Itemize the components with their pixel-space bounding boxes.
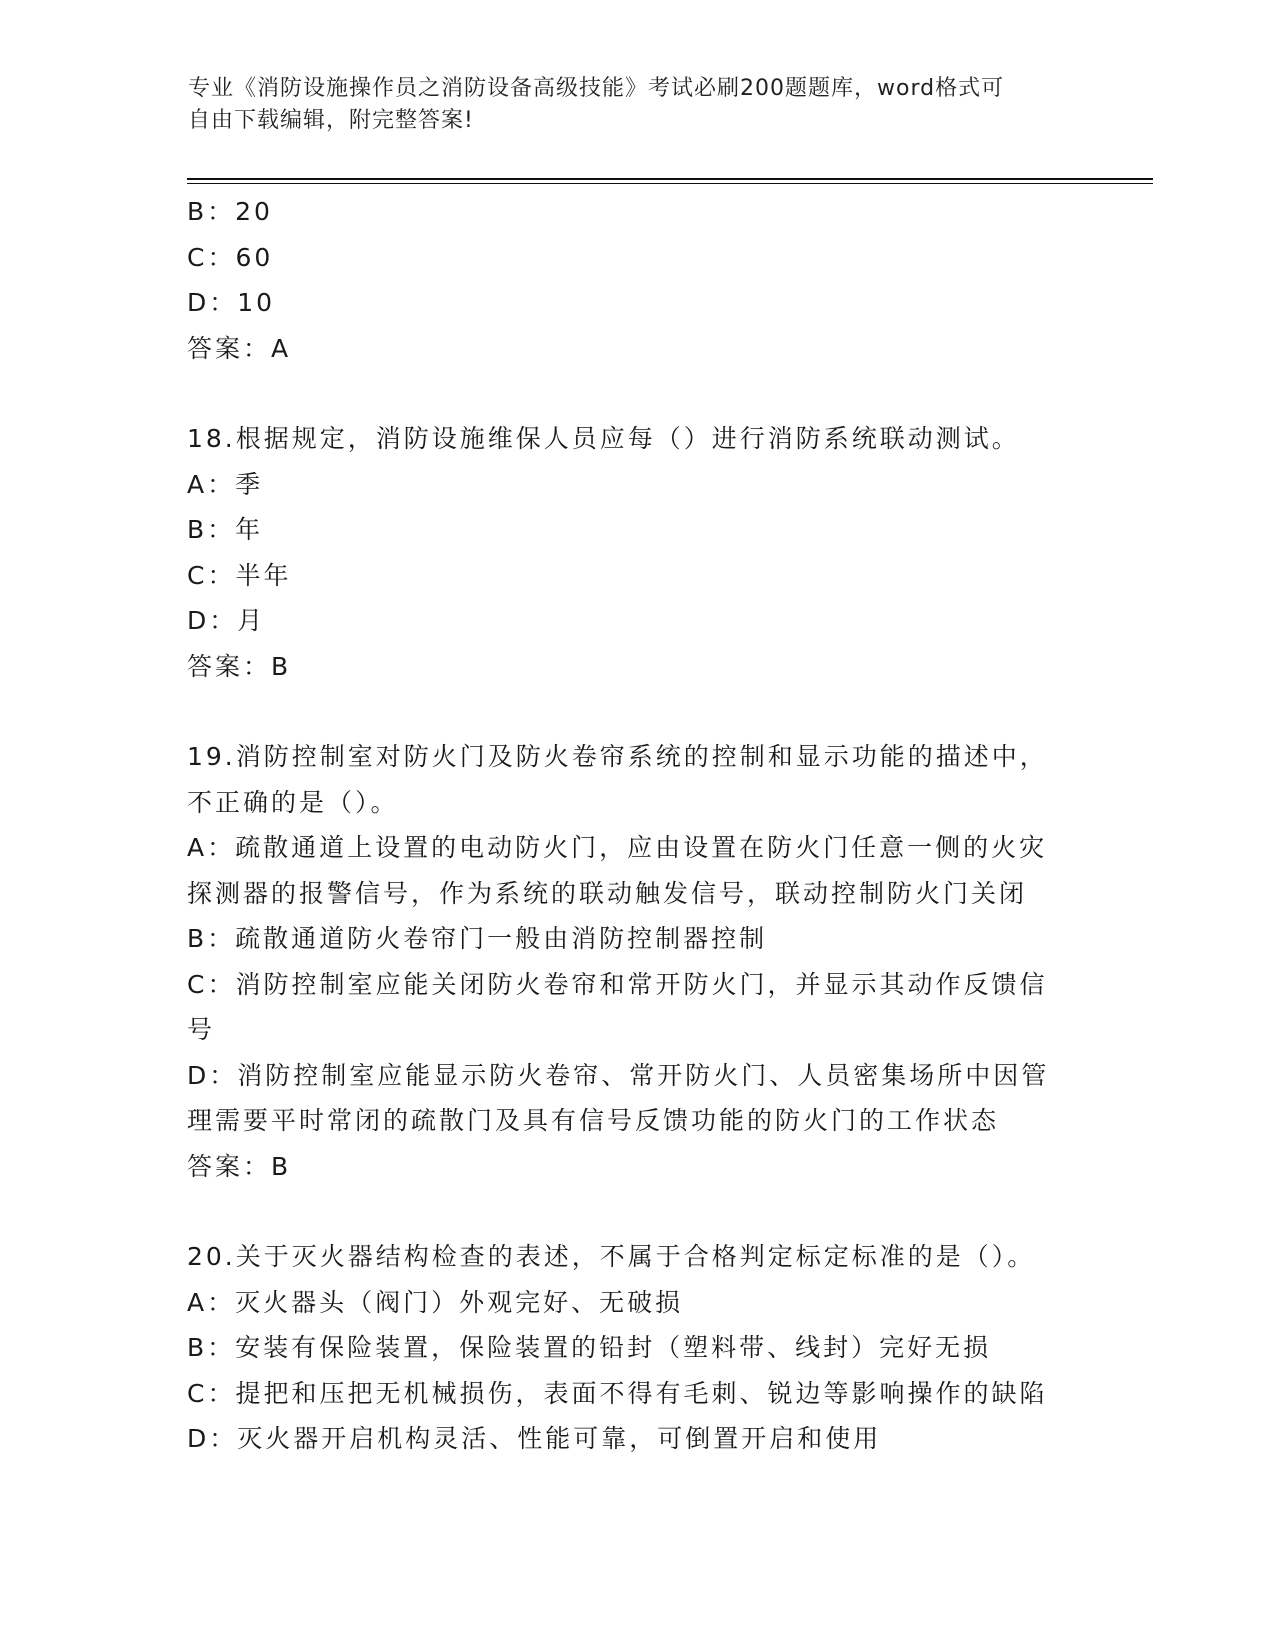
option-c: C：60: [187, 242, 274, 272]
option-a-line-1: A：疏散通道上设置的电动防火门，应由设置在防火门任意一侧的火灾: [187, 833, 1048, 862]
answer: 答案：B: [187, 1151, 292, 1181]
option-d-line-1: D：消防控制室应能显示防火卷帘、常开防火门、人员密集场所中因管: [187, 1060, 1050, 1090]
spacer: [187, 371, 1087, 416]
spacer: [187, 1189, 1087, 1234]
header-divider-thick: [187, 178, 1153, 180]
header-line-2: 自由下载编辑，附完整答案!: [188, 108, 474, 133]
option-b: B：安装有保险装置，保险装置的铅封（塑料带、线封）完好无损: [187, 1333, 992, 1362]
question-19: [187, 734, 1087, 1189]
header-divider-thin: [187, 183, 1153, 184]
option-d: D：10: [187, 288, 276, 317]
option-a: A：季: [187, 469, 264, 499]
option-d: D：月: [187, 606, 266, 635]
answer: 答案：A: [187, 333, 292, 363]
question-text-line-2: 不正确的是（）。: [187, 787, 399, 817]
question-text: 20.关于灭火器结构检查的表述，不属于合格判定标定标准的是（）。: [187, 1242, 1036, 1271]
option-c-line-1: C：消防控制室应能关闭防火卷帘和常开防火门，并显示其动作反馈信: [187, 969, 1048, 999]
option-b: B：20: [187, 197, 273, 226]
option-c: C：提把和压把无机械损伤，表面不得有毛刺、锐边等影响操作的缺陷: [187, 1378, 1048, 1408]
page-header: [188, 73, 1088, 137]
question-18: [187, 416, 1087, 689]
question-text: 18.根据规定，消防设施维保人员应每（）进行消防系统联动测试。: [187, 424, 1020, 453]
question-list: [187, 189, 1087, 1462]
option-b: B：年: [187, 515, 264, 544]
header-line-1: 专业《消防设施操作员之消防设备高级技能》考试必刷200题题库，word格式可: [188, 76, 1005, 101]
question-20: [187, 1234, 1087, 1462]
spacer: [187, 689, 1087, 734]
option-c: C：半年: [187, 560, 292, 590]
option-d: D：灭火器开启机构灵活、性能可靠，可倒置开启和使用: [187, 1424, 882, 1453]
option-d-line-2: 理需要平时常闭的疏散门及具有信号反馈功能的防火门的工作状态: [187, 1106, 1000, 1135]
question-text-line-1: 19.消防控制室对防火门及防火卷帘系统的控制和显示功能的描述中，: [187, 742, 1048, 771]
option-a: A：灭火器头（阀门）外观完好、无破损: [187, 1287, 684, 1317]
option-c-line-2: 号: [187, 1015, 216, 1044]
question-17-tail: [187, 189, 1087, 371]
answer: 答案：B: [187, 651, 292, 681]
option-a-line-2: 探测器的报警信号，作为系统的联动触发信号，联动控制防火门关闭: [187, 878, 1028, 908]
option-b: B：疏散通道防火卷帘门一般由消防控制器控制: [187, 924, 768, 953]
